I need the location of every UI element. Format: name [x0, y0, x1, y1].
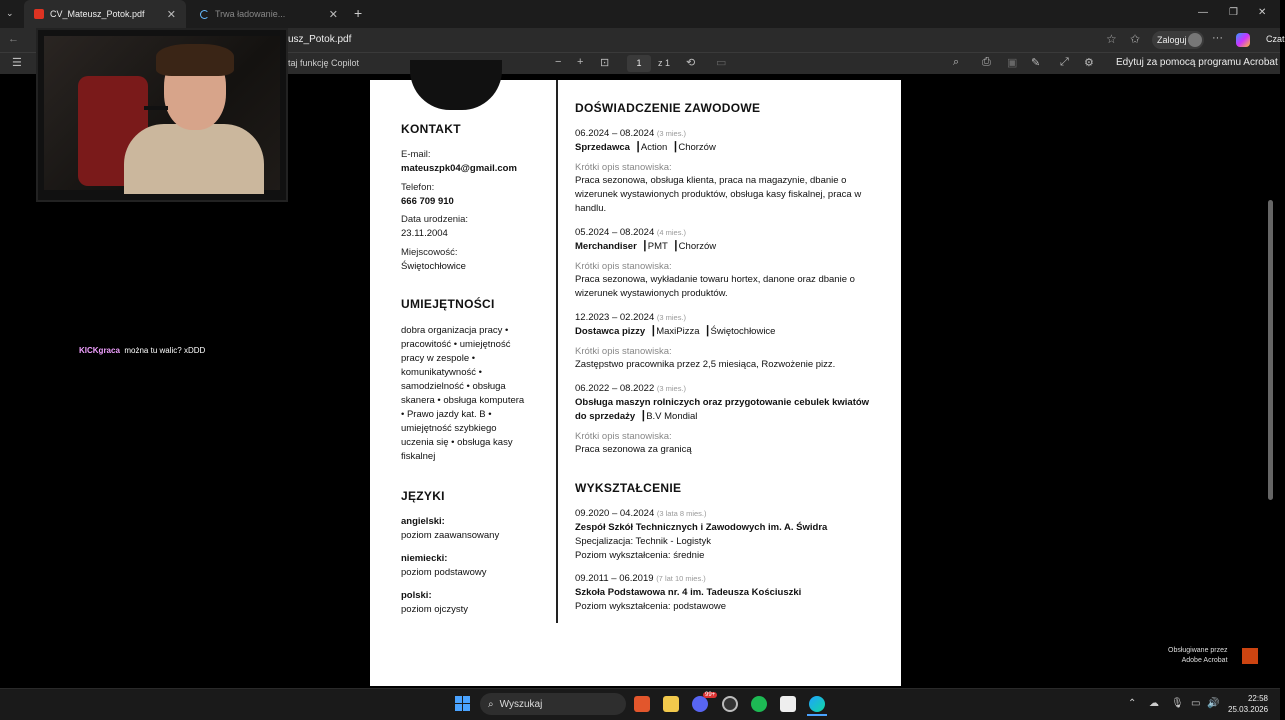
edu-school: Zespół Szkół Technicznych i Zawodowych im. A. Świdra: [575, 522, 828, 533]
skills-line: pracy w zespole •: [401, 353, 476, 364]
favorites-icon[interactable]: ✩: [1130, 32, 1141, 46]
headset-mic: [144, 106, 168, 110]
contents-list-icon[interactable]: ☰: [12, 57, 22, 69]
job-desc: Zastępstwo pracownika przez 2,5 miesiąca, Rozwożenie pizz.: [575, 359, 836, 370]
taskbar-clock[interactable]: [1228, 693, 1268, 715]
zoom-out-icon[interactable]: −: [555, 56, 562, 68]
fit-page-icon[interactable]: ⊡: [600, 57, 610, 69]
edit-in-acrobat-button[interactable]: Edytuj za pomocą programu Acrobat: [1116, 57, 1278, 68]
language-level: poziom zaawansowany: [401, 530, 500, 541]
phone-label: Telefon:: [401, 182, 435, 193]
microphone-icon[interactable]: 🎙: [1171, 698, 1184, 709]
tab-list-chevron-icon[interactable]: ⌄: [6, 8, 14, 18]
close-tab-icon[interactable]: ✕: [328, 8, 338, 21]
phone-value: 666 709 910: [401, 196, 454, 207]
person-hair: [156, 44, 234, 76]
stream-chat-message: [79, 346, 205, 355]
zoom-in-icon[interactable]: +: [577, 56, 584, 68]
spotify-icon[interactable]: [751, 696, 767, 712]
job-desc-label: Krótki opis stanowiska:: [575, 162, 672, 173]
minimize-button[interactable]: —: [1198, 7, 1208, 18]
scrollbar[interactable]: [1268, 200, 1273, 500]
new-tab-button[interactable]: +: [354, 5, 363, 21]
window-close-button[interactable]: ✕: [1258, 7, 1267, 18]
skills-line: uczenia się • obsługa kasy: [401, 437, 513, 448]
webcam-feed: [44, 36, 280, 190]
page-total: z 1: [658, 58, 671, 68]
tab-loading[interactable]: [190, 0, 348, 28]
network-icon[interactable]: ▭: [1191, 698, 1201, 709]
job-desc-label: Krótki opis stanowiska:: [575, 431, 672, 442]
settings-gear-icon[interactable]: ⚙: [1084, 57, 1094, 69]
job-dates: 05.2024 – 08.2024 (4 mies.): [575, 227, 687, 238]
search-icon: ⌕: [488, 698, 494, 710]
edu-dates: 09.2011 – 06.2019 (7 lat 10 mies.): [575, 573, 706, 584]
favorite-star-icon[interactable]: ☆: [1106, 32, 1117, 46]
rotate-icon[interactable]: ⟲: [686, 57, 696, 69]
job-desc: Praca sezonowa za granicą: [575, 444, 692, 455]
edu-school: Szkoła Podstawowa nr. 4 im. Tadeusza Kościuszki: [575, 587, 802, 598]
dob-value: 23.11.2004: [401, 228, 448, 239]
tray-chevron-icon[interactable]: ⌃: [1128, 698, 1137, 709]
email-label: E-mail:: [401, 149, 431, 160]
language-level: poziom podstawowy: [401, 567, 487, 578]
edu-level: Poziom wykształcenia: podstawowe: [575, 601, 727, 612]
chat-username: KICKgraca: [79, 346, 120, 355]
skills-line: samodzielność • obsługa: [401, 381, 506, 392]
acrobat-logo-icon: [1242, 648, 1258, 664]
draw-icon[interactable]: ✎: [1031, 57, 1041, 69]
chat-label[interactable]: Czat: [1266, 34, 1285, 44]
url-text[interactable]: usz_Potok.pdf: [288, 34, 352, 45]
avatar: [1188, 33, 1202, 47]
languages-heading: JĘZYKI: [401, 489, 445, 503]
job-title-line: Dostawca pizzy ┃MaxiPizza ┃Świętochłowice: [575, 326, 776, 337]
tab-label: Trwa ładowanie...: [215, 9, 286, 19]
job-desc-label: Krótki opis stanowiska:: [575, 261, 672, 272]
page-number-input[interactable]: 1: [627, 55, 651, 72]
back-arrow-icon[interactable]: ←: [8, 33, 19, 45]
clock-date: 25.03.2026: [1228, 705, 1269, 714]
city-value: Świętochłowice: [401, 261, 466, 272]
onedrive-icon[interactable]: ☁: [1149, 698, 1159, 709]
language-name: niemiecki:: [401, 553, 448, 564]
volume-icon[interactable]: 🔊: [1207, 698, 1220, 709]
copilot-feature-label[interactable]: taj funkcję Copilot: [288, 58, 360, 68]
dob-label: Data urodzenia:: [401, 214, 469, 225]
job-title-line: Merchandiser ┃PMT ┃Chorzów: [575, 241, 717, 252]
pdf-icon: [34, 9, 44, 19]
job-desc-label: Krótki opis stanowiska:: [575, 346, 672, 357]
close-tab-icon[interactable]: ✕: [166, 8, 176, 21]
skills-line: skanera • obsługa komputera: [401, 395, 525, 406]
edu-level: Poziom wykształcenia: średnie: [575, 550, 705, 561]
loading-spinner-icon: [200, 10, 209, 19]
skills-line: • Prawo jazdy kat. B •: [401, 409, 492, 420]
pdf-page: [370, 80, 901, 686]
tab-cv-pdf[interactable]: [24, 0, 186, 28]
file-explorer-icon[interactable]: [663, 696, 679, 712]
clock-time: 22:58: [1247, 694, 1268, 703]
print-icon[interactable]: ⎙: [982, 56, 991, 68]
column-divider: [556, 80, 558, 623]
search-icon[interactable]: ⌕: [953, 56, 960, 68]
skills-line: dobra organizacja pracy •: [401, 325, 509, 336]
skills-line: fiskalnej: [401, 451, 436, 462]
taskbar-search[interactable]: [480, 693, 626, 715]
page-view-icon[interactable]: ▭: [716, 57, 727, 69]
job-desc: Praca sezonowa, obsługa klienta, praca na magazynie, dbanie o wizerunek wystawionych produktów, obsługa kasy fiskalnej, praca w handlu.: [575, 175, 862, 214]
edge-icon[interactable]: [809, 696, 825, 712]
email-value: mateuszpk04@gmail.com: [401, 163, 517, 174]
language-name: polski:: [401, 590, 432, 601]
acrobat-badge: [1168, 646, 1228, 666]
job-title: Obsługa maszyn rolniczych oraz przygotowanie cebulek kwiatów: [575, 397, 870, 408]
maximize-button[interactable]: ❐: [1229, 7, 1238, 18]
active-app-indicator: [807, 714, 827, 716]
job-title-line: do sprzedaży ┃B.V Mondial: [575, 411, 698, 422]
skills-line: komunikatywność •: [401, 367, 482, 378]
person-body: [124, 124, 264, 194]
edu-dates: 09.2020 – 04.2024 (3 lata 8 mies.): [575, 508, 707, 519]
badge-line: Obsługiwane przez: [1168, 647, 1228, 654]
badge-line: Adobe Acrobat: [1181, 657, 1228, 664]
capcut-icon[interactable]: [780, 696, 796, 712]
skills-line: umiejętność szybkiego: [401, 423, 497, 434]
job-desc: Praca sezonowa, wykładanie towaru hortex, danone oraz dbanie o wizerunek wystawionych produktów.: [575, 274, 855, 299]
webcam-overlay: [36, 28, 288, 202]
contact-heading: KONTAKT: [401, 122, 461, 136]
job-dates: 06.2024 – 08.2024 (3 mies.): [575, 128, 687, 139]
discord-badge: 99+: [705, 692, 716, 698]
job-title-line: Sprzedawca ┃Action ┃Chorzów: [575, 142, 716, 153]
more-options-icon[interactable]: ···: [1212, 32, 1223, 44]
job-dates: 12.2023 – 02.2024 (3 mies.): [575, 312, 687, 323]
job-dates: 06.2022 – 08.2022 (3 mies.): [575, 383, 687, 394]
brave-browser-icon[interactable]: [634, 696, 650, 712]
chat-text: można tu walic? xDDD: [124, 346, 206, 355]
login-label: Zaloguj: [1157, 35, 1187, 45]
language-name: angielski:: [401, 516, 445, 527]
save-icon[interactable]: ▣: [1007, 57, 1018, 69]
tab-label: CV_Mateusz_Potok.pdf: [50, 9, 145, 19]
edu-spec: Specjalizacja: Technik - Logistyk: [575, 536, 712, 547]
start-windows-icon[interactable]: [455, 696, 471, 712]
skills-list: [401, 324, 551, 464]
fullscreen-icon[interactable]: ⤢: [1060, 56, 1069, 68]
skills-heading: UMIEJĘTNOŚCI: [401, 297, 495, 311]
obs-icon[interactable]: [722, 696, 738, 712]
login-button[interactable]: [1152, 31, 1204, 49]
copilot-icon[interactable]: [1236, 33, 1250, 47]
profile-photo: [410, 60, 502, 110]
discord-icon[interactable]: [692, 696, 708, 712]
experience-heading: DOŚWIADCZENIE ZAWODOWE: [575, 101, 761, 115]
language-level: poziom ojczysty: [401, 604, 469, 615]
search-placeholder: Wyszukaj: [499, 698, 543, 710]
education-heading: WYKSZTAŁCENIE: [575, 481, 682, 495]
city-label: Miejscowość:: [401, 247, 458, 258]
skills-line: pracowitość • umiejętność: [401, 339, 511, 350]
